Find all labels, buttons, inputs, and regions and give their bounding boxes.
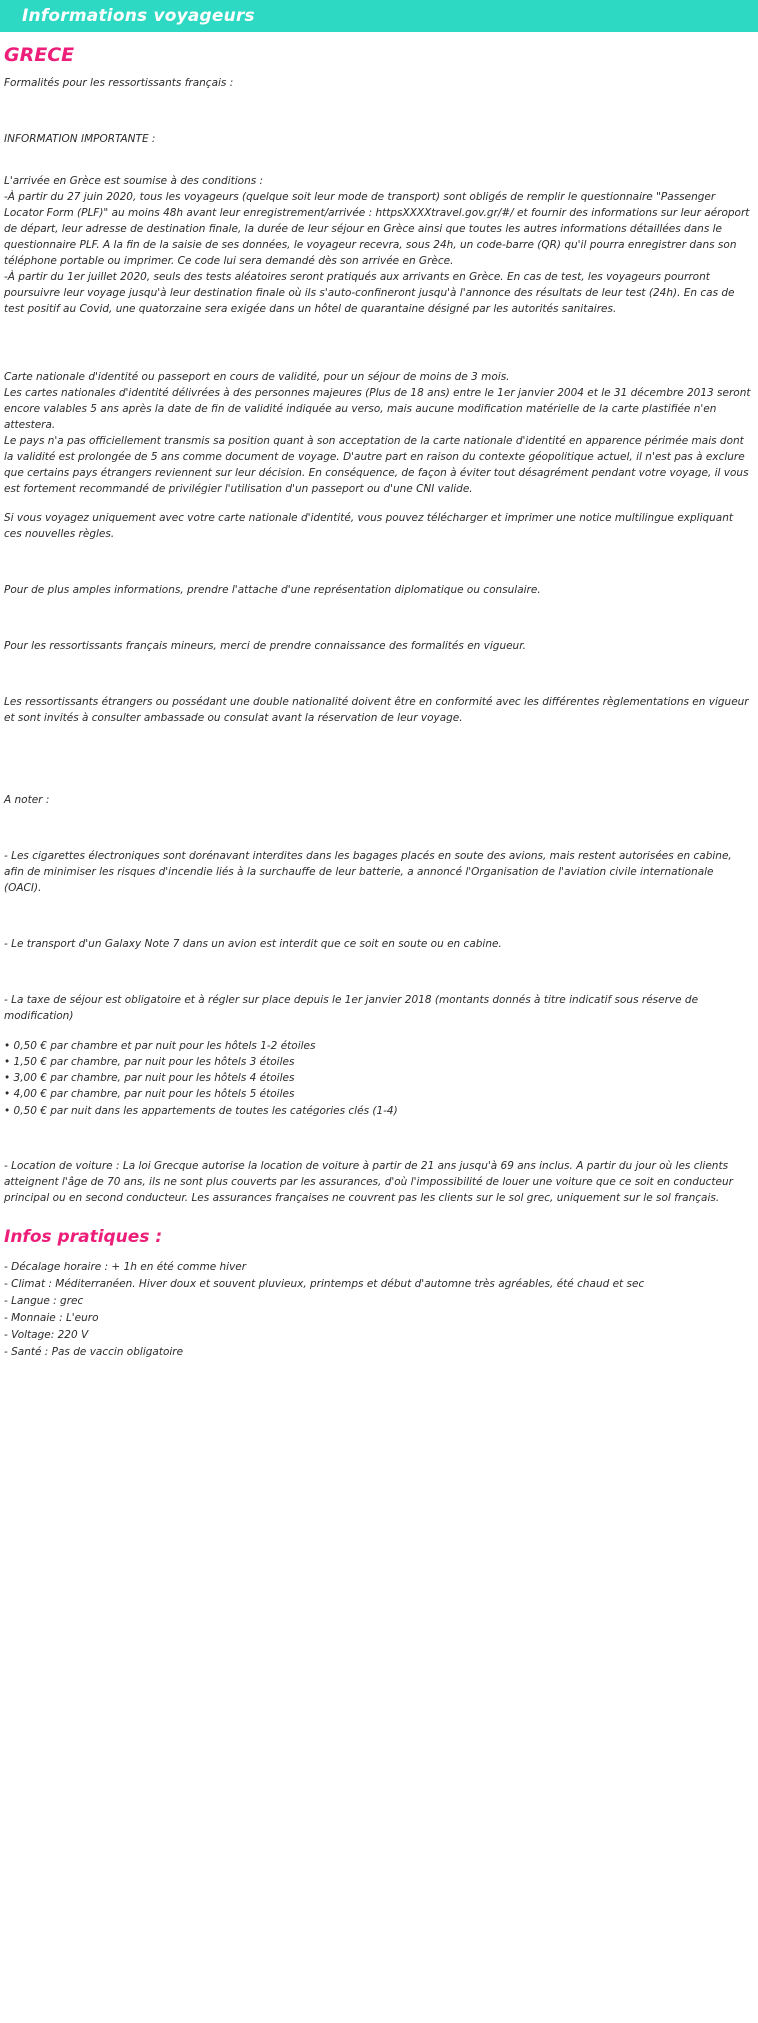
spacer xyxy=(2,543,754,583)
list-item: - Climat : Méditerranéen. Hiver doux et souvent pluvieux, printemps et début d'automne très agréables, été chaud et sec xyxy=(4,1277,645,1290)
car-rental-info: - Location de voiture : La loi Grecque autorise la location de voiture à partir de 21 ans jusqu'à 69 ans inclus. A partir du jour où les clients atteignent l'âge de 70 ans, ils ne sont plus couverts par les assurances, d'où l'impossibilité de louer une voiture que ce soit en conducteur principal ou en second conducteur. Les assurances françaises ne couvrent pas les clients sur le sol grec, uniquement sur le sol français. xyxy=(4,1159,733,1204)
note-galaxy-note7: - Le transport d'un Galaxy Note 7 dans un avion est interdit que ce soit en soute ou en cabine. xyxy=(4,937,502,950)
list-item: • 4,00 € par chambre, par nuit pour les hôtels 5 étoiles xyxy=(4,1088,295,1101)
foreign-nationals-info: Les ressortissants étrangers ou possédant une double nationalité doivent être en conformité avec les différentes règlementations en vigueur et sont invités à consulter ambassade ou consulat avant la réservation de leur voyage. xyxy=(4,695,749,724)
page-title: Informations voyageurs xyxy=(22,6,255,26)
minors-info: Pour les ressortissants français mineurs, merci de prendre connaissance des formalités en vigueur. xyxy=(4,639,526,652)
conditions-intro: L'arrivée en Grèce est soumise à des conditions : xyxy=(4,174,264,187)
spacer xyxy=(2,727,754,767)
multilingual-notice: Si vous voyagez uniquement avec votre carte nationale d'identité, vous pouvez télécharger et imprimer une notice multilingue expliquant ces nouvelles règles. xyxy=(4,512,734,541)
spacer xyxy=(2,953,754,993)
identity-paragraph-3: Le pays n'a pas officiellement transmis sa position quant à son acceptation de la carte nationale d'identité en apparence périmée mais dont la validité est prolongée de 5 ans comme document de voyage. D'autre part en raison du contexte géopolitique actuel, il n'est pas à exclure que certains pays étrangers reviennent sur leur décision. En conséquence, de façon à éviter tout désagrément pendant votre voyage, il vous est fortement recommandé de privilégier l'utilisation d'un passeport ou d'une CNI valide. xyxy=(4,435,749,496)
list-item: - Santé : Pas de vaccin obligatoire xyxy=(4,1345,184,1358)
spacer xyxy=(2,1025,754,1038)
list-item: • 0,50 € par nuit dans les appartements de toutes les catégories clés (1-4) xyxy=(4,1104,398,1117)
practical-info-heading: Infos pratiques : xyxy=(4,1226,163,1247)
important-notice-label: INFORMATION IMPORTANTE : xyxy=(4,132,156,145)
list-item: - Langue : grec xyxy=(4,1294,84,1307)
practical-info-list xyxy=(4,1259,754,1361)
identity-paragraph-1: Carte nationale d'identité ou passeport en cours de validité, pour un séjour de moins de 3 mois. xyxy=(4,371,510,384)
spacer xyxy=(2,357,754,370)
list-item: - Décalage horaire : + 1h en été comme hiver xyxy=(4,1260,247,1273)
intro-text: Formalités pour les ressortissants français : xyxy=(4,77,234,89)
list-item: • 0,50 € par chambre et par nuit pour les hôtels 1-2 étoiles xyxy=(4,1039,316,1052)
list-item: - Voltage: 220 V xyxy=(4,1328,89,1341)
spacer xyxy=(2,317,754,357)
spacer xyxy=(2,809,754,849)
spacer xyxy=(2,1119,754,1159)
tourist-tax-list xyxy=(4,1038,754,1119)
document-header-bar xyxy=(0,0,758,32)
note-label: A noter : xyxy=(4,793,50,806)
country-heading: GRECE xyxy=(4,44,75,66)
list-item: • 1,50 € par chambre, par nuit pour les hôtels 3 étoiles xyxy=(4,1055,295,1068)
spacer xyxy=(2,148,754,174)
spacer xyxy=(2,599,754,639)
spacer xyxy=(2,92,754,132)
list-item: - Monnaie : L'euro xyxy=(4,1311,99,1324)
diplomatic-info: Pour de plus amples informations, prendre l'attache d'une représentation diplomatique ou consulaire. xyxy=(4,584,541,597)
spacer xyxy=(2,767,754,793)
identity-paragraph-2: Les cartes nationales d'identité délivrées à des personnes majeures (Plus de 18 ans) entre le 1er janvier 2004 et le 31 décembre 2013 seront encore valables 5 ans après la date de fin de validité indiquée au verso, mais aucune modification matérielle de la carte plastifiée n'en attestera. xyxy=(4,387,751,432)
spacer xyxy=(2,498,754,511)
spacer xyxy=(2,655,754,695)
list-item: • 3,00 € par chambre, par nuit pour les hôtels 4 étoiles xyxy=(4,1072,295,1085)
condition-item-2: -À partir du 1er juillet 2020, seuls des tests aléatoires seront pratiqués aux arrivants en Grèce. En cas de test, les voyageurs pourront poursuivre leur voyage jusqu'à leur destination finale où ils s'auto-confineront jusqu'à l'annonce des résultats de leur test (24h). En cas de test positif au Covid, une quatorzaine sera exigée dans un hôtel de quarantaine désigné par les autorités sanitaires. xyxy=(4,270,735,315)
condition-item-1: -À partir du 27 juin 2020, tous les voyageurs (quelque soit leur mode de transport) sont obligés de remplir le questionnaire "Passenger Locator Form (PLF)" au moins 48h avant leur enregistrement/arrivée : httpsXXXXtravel.gov.gr/#/ et fournir des informations sur leur aéroport de départ, leur adresse de destination finale, la durée de leur séjour en Grèce ainsi que toutes les autres informations détaillées dans le questionnaire PLF. A la fin de la saisie de ses données, le voyageur recevra, sous 24h, un code-barre (QR) qu'il pourra enregistrer dans son téléphone portable ou imprimer. Ce code lui sera demandé dès son arrivée en Grèce. xyxy=(4,190,750,267)
note-ecigarettes: - Les cigarettes électroniques sont dorénavant interdites dans les bagages placés en soute des avions, mais restent autorisées en cabine, afin de minimiser les risques d'incendie liés à la surchauffe de leur batterie, a annoncé l'Organisation de l'aviation civile internationale (OACI). xyxy=(4,849,732,894)
document-body xyxy=(0,44,758,1361)
spacer xyxy=(2,897,754,937)
note-tourist-tax: - La taxe de séjour est obligatoire et à régler sur place depuis le 1er janvier 2018 (montants donnés à titre indicatif sous réserve de modification) xyxy=(4,993,699,1022)
